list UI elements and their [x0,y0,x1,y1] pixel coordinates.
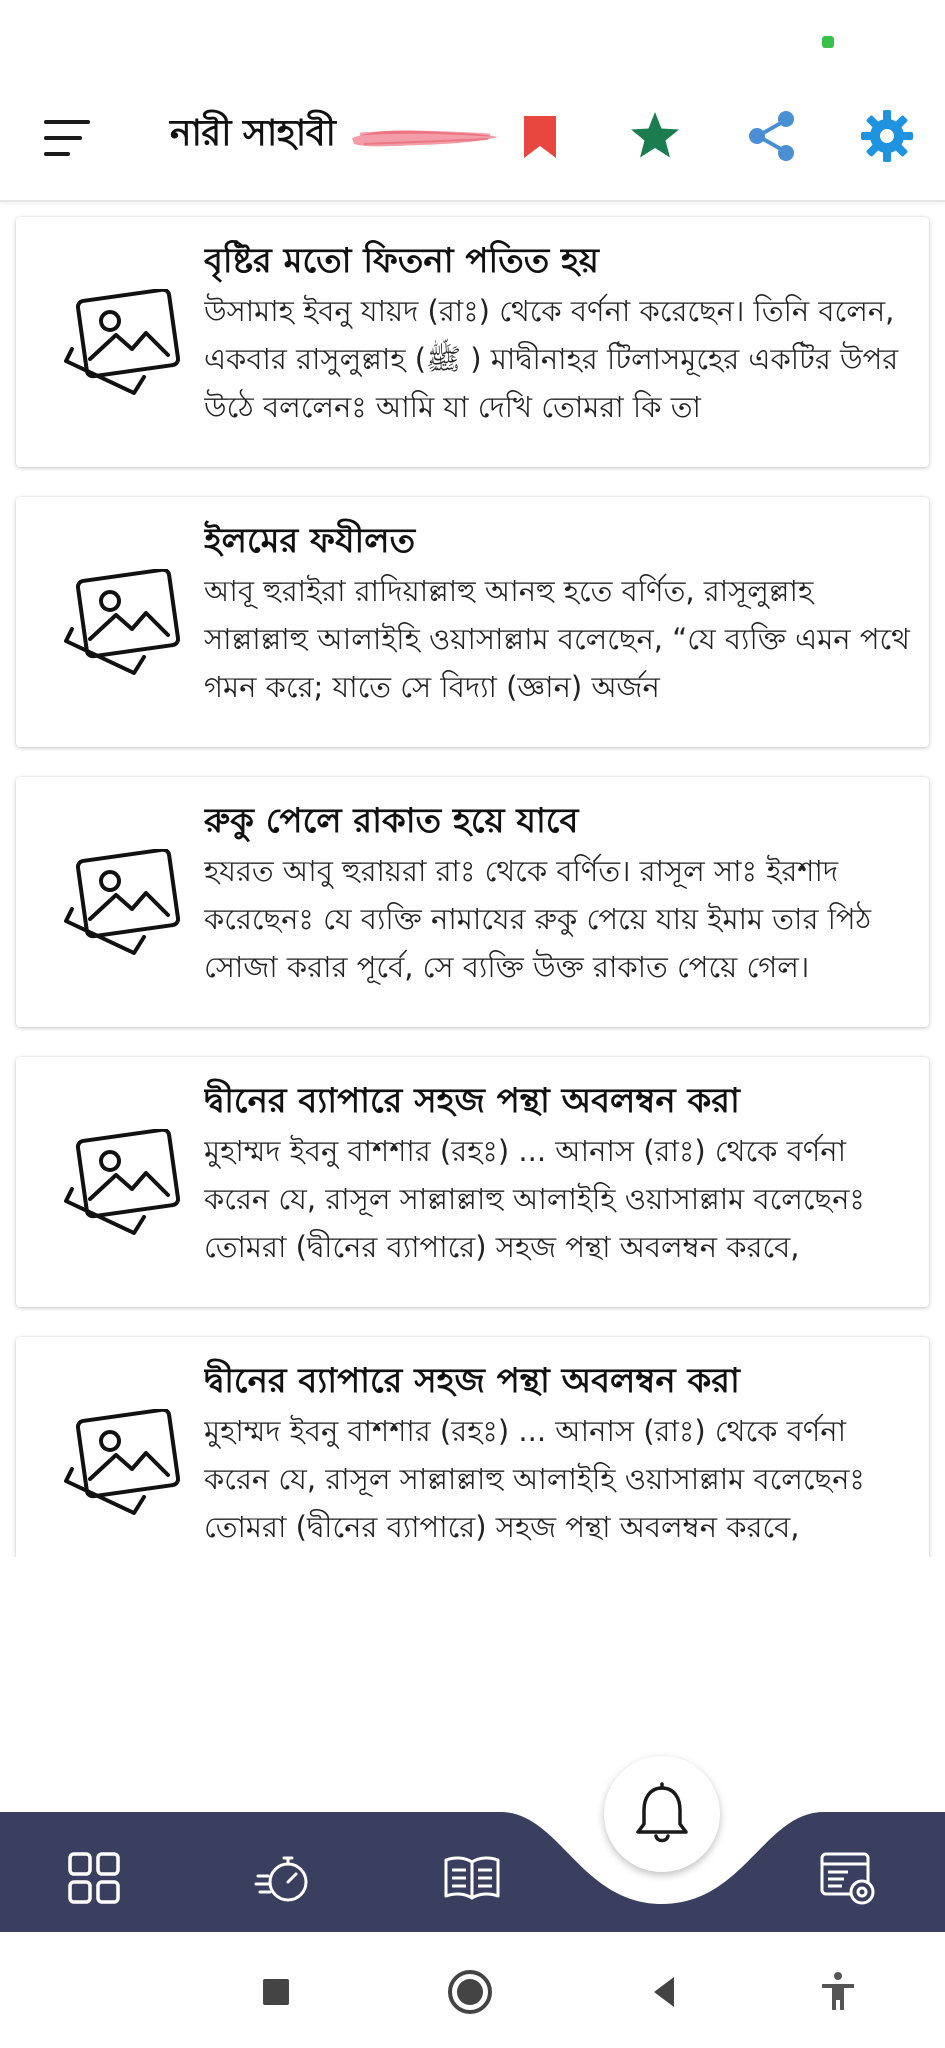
grid-icon [64,1848,124,1908]
post-card[interactable] [16,497,929,747]
home-button[interactable] [446,1968,494,2016]
menu-icon [44,120,90,124]
post-title: রুকু পেলে রাকাত হয়ে যাবে [204,801,579,841]
system-navigation-bar [0,1932,945,2048]
favorite-button[interactable] [625,106,685,166]
notifications-button[interactable] [604,1756,720,1872]
back-icon [640,1968,688,2016]
star-icon [625,106,685,166]
image-placeholder-icon [60,849,180,961]
image-placeholder-icon [60,289,180,401]
share-button[interactable] [742,106,802,166]
status-bar [0,0,945,80]
share-icon [742,106,802,166]
home-icon [446,1968,494,2016]
accessibility-icon [814,1968,862,2016]
post-title: ইলমের ফযীলত [204,521,416,561]
accessibility-button[interactable] [814,1968,862,2016]
image-placeholder-icon [60,1129,180,1241]
app-title: নারী সাহাবী [170,112,336,154]
post-card[interactable] [16,1337,929,1557]
bell-icon [632,1782,692,1846]
post-excerpt: হযরত আবু হুরায়রা রাঃ থেকে বর্ণিত। রাসূল সাঃ ইরশাদ করেছেনঃ যে ব্যক্তি নামাযের রুকু পেয়ে যায় ইমাম তার পিঠ সোজা করার পূর্বে, সে ব্যক্তি উক্ত রাকাত পেয়ে গেল। [204,854,872,984]
nav-categories-button[interactable] [64,1848,124,1908]
bottom-navigation [0,1812,945,1932]
back-button[interactable] [640,1968,688,2016]
post-title: দ্বীনের ব্যাপারে সহজ পন্থা অবলম্বন করা [204,1361,740,1401]
title-brush-decoration [350,120,500,154]
bookmark-button[interactable] [510,106,570,166]
menu-icon-line [44,152,70,156]
image-placeholder-icon [60,569,180,681]
camera-indicator-icon [822,36,834,48]
timer-icon [254,1848,314,1908]
post-excerpt: আবূ হুরাইরা রাদিয়াল্লাহু আনহু হতে বর্ণিত, রাসূলুল্লাহ সাল্লাল্লাহু আলাইহি ওয়াসাল্লাম বলেছেন, “যে ব্যক্তি এমন পথে গমন করে; যাতে সে বিদ্যা (জ্ঞান) অর্জন [204,574,910,704]
book-icon [442,1848,502,1908]
menu-button[interactable] [38,108,98,168]
post-excerpt: মুহাম্মদ ইবনু বাশশার (রহঃ) ... আনাস (রাঃ) থেকে বর্ণনা করেন যে, রাসূল সাল্লাল্লাহু আলাইহি ওয়াসাল্লাম বলেছেনঃ তোমরা (দ্বীনের ব্যাপারে) সহজ পন্থা অবলম্বন করবে, [204,1134,865,1264]
post-list[interactable] [0,202,945,1557]
recents-button[interactable] [252,1968,300,2016]
post-title: দ্বীনের ব্যাপারে সহজ পন্থা অবলম্বন করা [204,1081,740,1121]
post-card[interactable] [16,217,929,467]
app-header [0,80,945,202]
post-excerpt: মুহাম্মদ ইবনু বাশশার (রহঃ) ... আনাস (রাঃ) থেকে বর্ণনা করেন যে, রাসূল সাল্লাল্লাহু আলাইহি ওয়াসাল্লাম বলেছেনঃ তোমরা (দ্বীনের ব্যাপারে) সহজ পন্থা অবলম্বন করবে, [204,1414,865,1544]
settings-button[interactable] [857,106,917,166]
image-placeholder-icon [60,1409,180,1521]
title-area [170,100,480,170]
menu-icon-line [44,136,82,140]
post-excerpt: উসামাহ ইবনু যায়দ (রাঃ) থেকে বর্ণনা করেছেন। তিনি বলেন, একবার রাসুলুল্লাহ (ﷺ ) মাদ্বীনাহর টিলাসমূহের একটির উপর উঠে বললেনঃ আমি যা দেখি তোমরা কি তা [204,294,899,424]
nav-recent-button[interactable] [254,1848,314,1908]
recents-icon [252,1968,300,2016]
post-title: বৃষ্টির মতো ফিতনা পতিত হয় [204,241,599,281]
gear-icon [857,106,917,166]
nav-web-settings-button[interactable] [818,1848,878,1908]
bookmark-icon [510,106,570,166]
post-card[interactable] [16,777,929,1027]
browser-settings-icon [818,1848,878,1908]
post-card[interactable] [16,1057,929,1307]
nav-library-button[interactable] [442,1848,502,1908]
